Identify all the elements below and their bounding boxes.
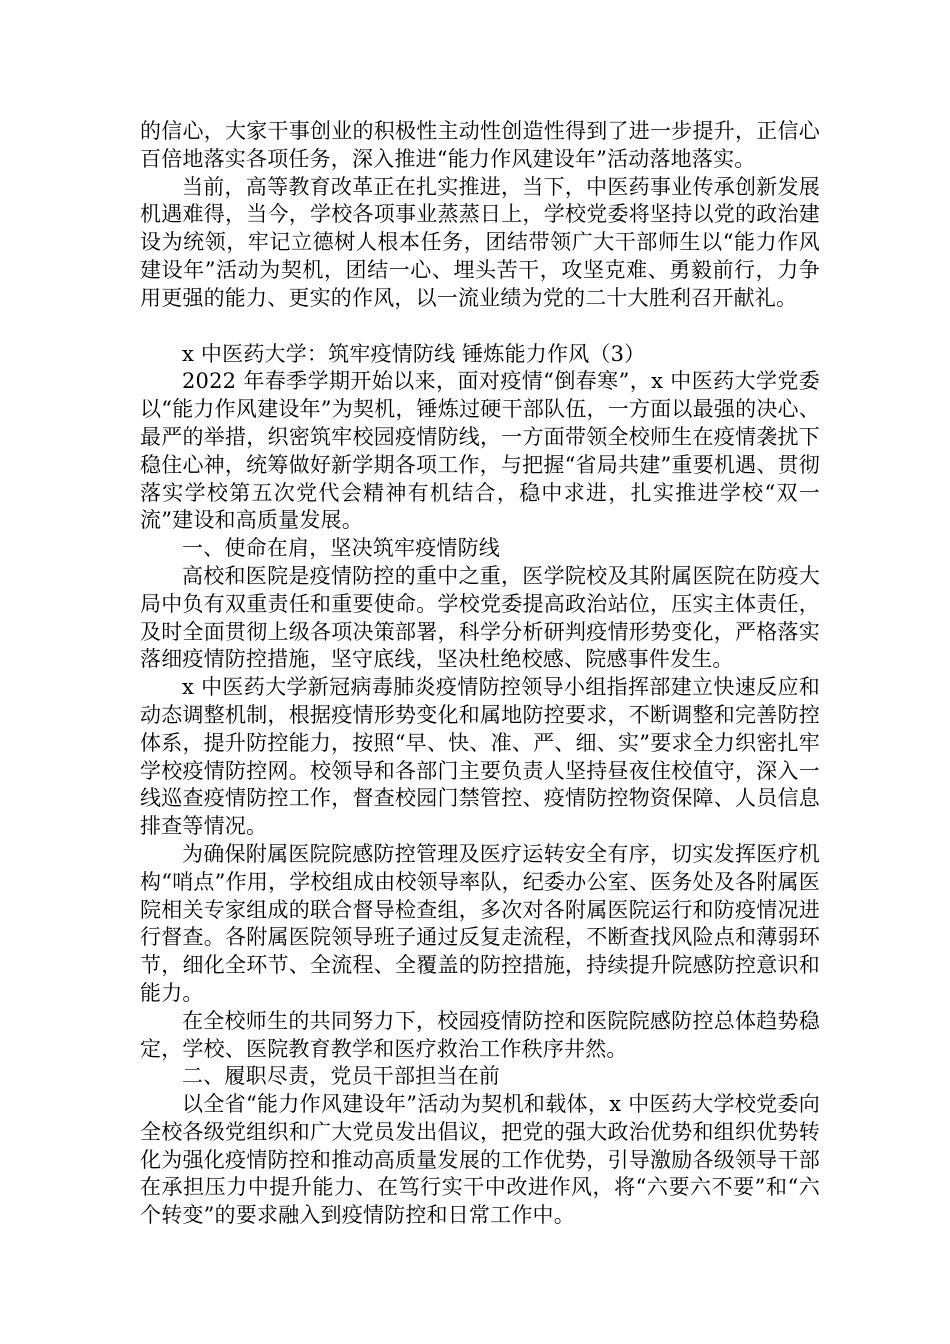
paragraph-body: x 中医药大学新冠病毒肺炎疫情防控领导小组指挥部建立快速反应和动态调整机制，根据疫情形势变化和属地防控要求，不断调整和完善防控体系，提升防控能力，按照“早、快、准、严、细、实”要求全力织密扎牢学校疫情防控网。校领导和各部门主要负责人坚持昼夜住校值守，深入一线巡查疫情防控工作，督查校园门禁管控、疫情防控物资保障、人员信息排查等情况。 — [140, 675, 820, 839]
paragraph-continued: 的信心，大家干事创业的积极性主动性创造性得到了进一步提升，正信心百倍地落实各项任务，深入推进“能力作风建设年”活动落地落实。 — [140, 119, 820, 171]
paragraph-body: 以全省“能力作风建设年”活动为契机和载体，x 中医药大学校党委向全校各级党组织和广大党员发出倡议，把党的强大政治优势和组织优势转化为强化疫情防控和推动高质量发展的工作优势，引导激励各级领导干部在承担压力中提升能力、在笃行实干中改进作风，将“六要六不要”和“六个转变”的要求融入到疫情防控和日常工作中。 — [140, 1092, 820, 1228]
paragraph-body: 高校和医院是疫情防控的重中之重，医学院校及其附属医院在防疫大局中负有双重责任和重要使命。学校党委提高政治站位，压实主体责任，及时全面贯彻上级各项决策部署，科学分析研判疫情形势变化，严格落实落细疫情防控措施，坚守底线，坚决杜绝校感、院感事件发生。 — [140, 563, 820, 672]
section-heading-1: 一、使命在肩，坚决筑牢疫情防线 — [182, 536, 500, 561]
document-page — [140, 118, 820, 1230]
paragraph-body: 在全校师生的共同努力下，校园疫情防控和医院院感防控总体趋势稳定，学校、医院教育教学和医疗救治工作秩序井然。 — [140, 1008, 820, 1061]
paragraph-closing: 当前，高等教育改革正在扎实推进，当下，中医药事业传承创新发展机遇难得，当今，学校各项事业蒸蒸日上，学校党委将坚持以党的政治建设为统领，牢记立德树人根本任务，团结带领广大干部师生以“能力作风建设年”活动为契机，团结一心、埋头苦干，攻坚克难、勇毅前行，力争用更强的能力、更实的作风，以一流业绩为党的二十大胜利召开献礼。 — [140, 174, 820, 310]
paragraph-intro: 2022 年春季学期开始以来，面对疫情“倒春寒”，x 中医药大学党委以“能力作风建设年”为契机，锤炼过硬干部队伍，一方面以最强的决心、最严的举措，织密筑牢校园疫情防线，一方面带领全校师生在疫情袭扰下稳住心神，统筹做好新学期各项工作，与把握“省局共建”重要机遇、贯彻落实学校第五次党代会精神有机结合，稳中求进，扎实推进学校“双一流”建设和高质量发展。 — [140, 369, 820, 533]
paragraph-body: 为确保附属医院院感防控管理及医疗运转安全有序，切实发挥医疗机构“哨点”作用，学校组成由校领导率队，纪委办公室、医务处及各附属医院相关专家组成的联合督导检查组，多次对各附属医院运行和防疫情况进行督查。各附属医院领导班子通过反复走流程，不断查找风险点和薄弱环节，细化全环节、全流程、全覆盖的防控措施，持续提升院感防控意识和能力。 — [140, 841, 820, 1005]
section-gap — [140, 313, 820, 341]
article-title: x 中医药大学：筑牢疫情防线 锤炼能力作风（3） — [182, 341, 646, 366]
section-heading-2: 二、履职尽责，党员干部担当在前 — [182, 1064, 500, 1089]
